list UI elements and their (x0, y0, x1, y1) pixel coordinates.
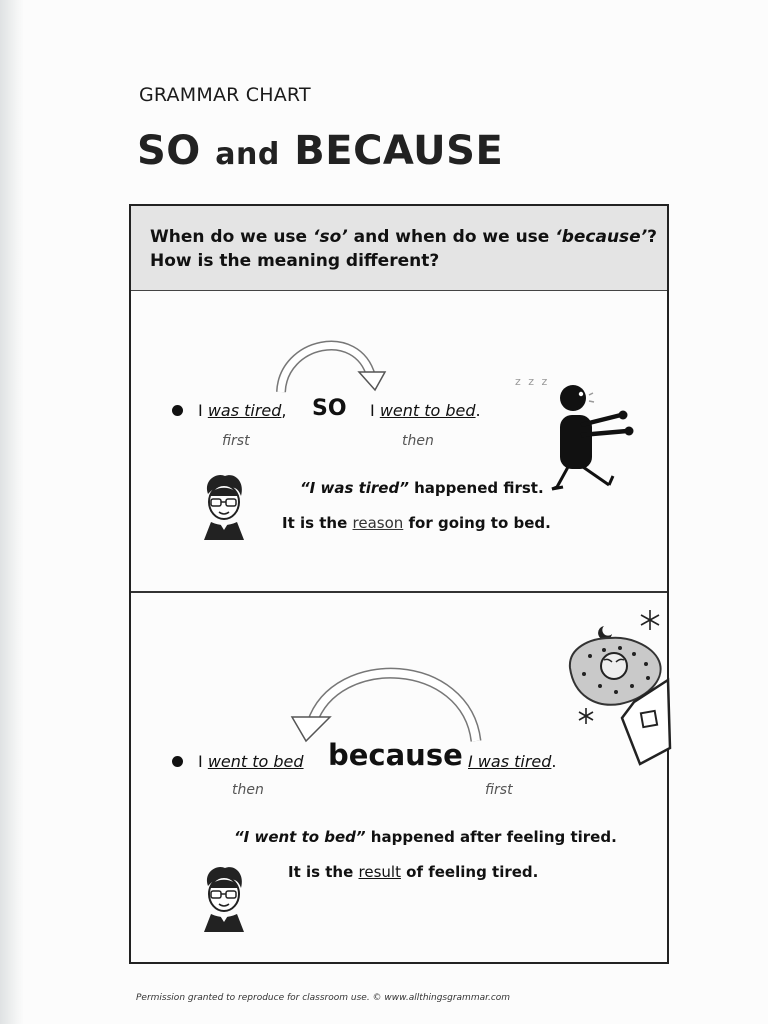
so-label-first: first (222, 433, 250, 449)
because-expl-rest: happened after feeling tired. (365, 828, 617, 846)
because-result-keyword: result (358, 863, 401, 881)
because-explanation-1 (234, 828, 617, 846)
so-expl2-b: for going to bed. (403, 514, 551, 532)
sleep-zzz-text: z z z (515, 375, 550, 388)
page-edge-shadow (0, 0, 24, 1024)
question-because-term: ‘because’ (555, 227, 648, 247)
so-reason-keyword: reason (352, 514, 404, 532)
so-sentence-part-2 (370, 401, 481, 420)
because-sentence-part-2 (468, 752, 557, 771)
so-conjunction: SO (312, 396, 347, 421)
title-and: and (215, 137, 280, 172)
title-because: BECAUSE (294, 128, 504, 174)
because-clause-was-tired: I was tired (468, 752, 552, 771)
because-expl2-b: of feeling tired. (400, 863, 539, 881)
sleeping-person-icon (560, 608, 672, 768)
page-title (137, 128, 503, 174)
so-expl-quote: “I was tired” (300, 479, 409, 497)
so-sentence-part-1 (198, 401, 287, 420)
because-bullet (172, 756, 183, 767)
so-explanation-2 (282, 514, 551, 532)
because-pronoun-1: I (198, 752, 208, 771)
so-expl2-a: It is the (282, 514, 353, 532)
because-expl-quote: “I went to bed” (234, 828, 366, 846)
question-line-1 (150, 225, 667, 249)
because-conjunction: because (328, 738, 463, 772)
so-label-then: then (402, 433, 434, 449)
because-expl2-a: It is the (288, 863, 359, 881)
so-clause-was-tired: was tired (207, 401, 282, 420)
section-divider (131, 591, 667, 593)
question-text-b: and when do we use (347, 227, 556, 247)
question-mark: ? (647, 227, 658, 247)
because-label-first: first (485, 782, 513, 798)
chart-kicker: GRAMMAR CHART (139, 84, 311, 106)
so-pronoun-1: I (198, 401, 208, 420)
because-arrow-icon (286, 661, 486, 746)
teacher-face-icon (199, 472, 247, 542)
question-text-a: When do we use (150, 227, 313, 247)
so-clause-went-to-bed: went to bed (379, 401, 476, 420)
so-period: . (475, 401, 481, 420)
question-box (131, 206, 667, 291)
sleepwalker-figure-icon (549, 381, 639, 496)
so-arrow-icon (271, 334, 396, 394)
question-so-term: ‘so’ (313, 227, 348, 247)
title-so: SO (137, 128, 201, 174)
question-line-2: How is the meaning different? (150, 251, 440, 271)
because-clause-went-to-bed: went to bed (207, 752, 304, 771)
so-pronoun-2: I (370, 401, 380, 420)
grammar-chart-frame (129, 204, 669, 964)
so-expl-rest: happened first. (408, 479, 544, 497)
because-sentence-part-1 (198, 752, 304, 771)
so-bullet (172, 405, 183, 416)
so-comma: , (281, 401, 287, 420)
because-period: . (551, 752, 557, 771)
because-explanation-2 (288, 863, 538, 881)
footer-permission: Permission granted to reproduce for classroom use. © www.allthingsgrammar.com (136, 993, 511, 1003)
because-label-then: then (232, 782, 264, 798)
so-explanation-1 (300, 479, 544, 497)
teacher-face-icon-2 (199, 864, 247, 934)
